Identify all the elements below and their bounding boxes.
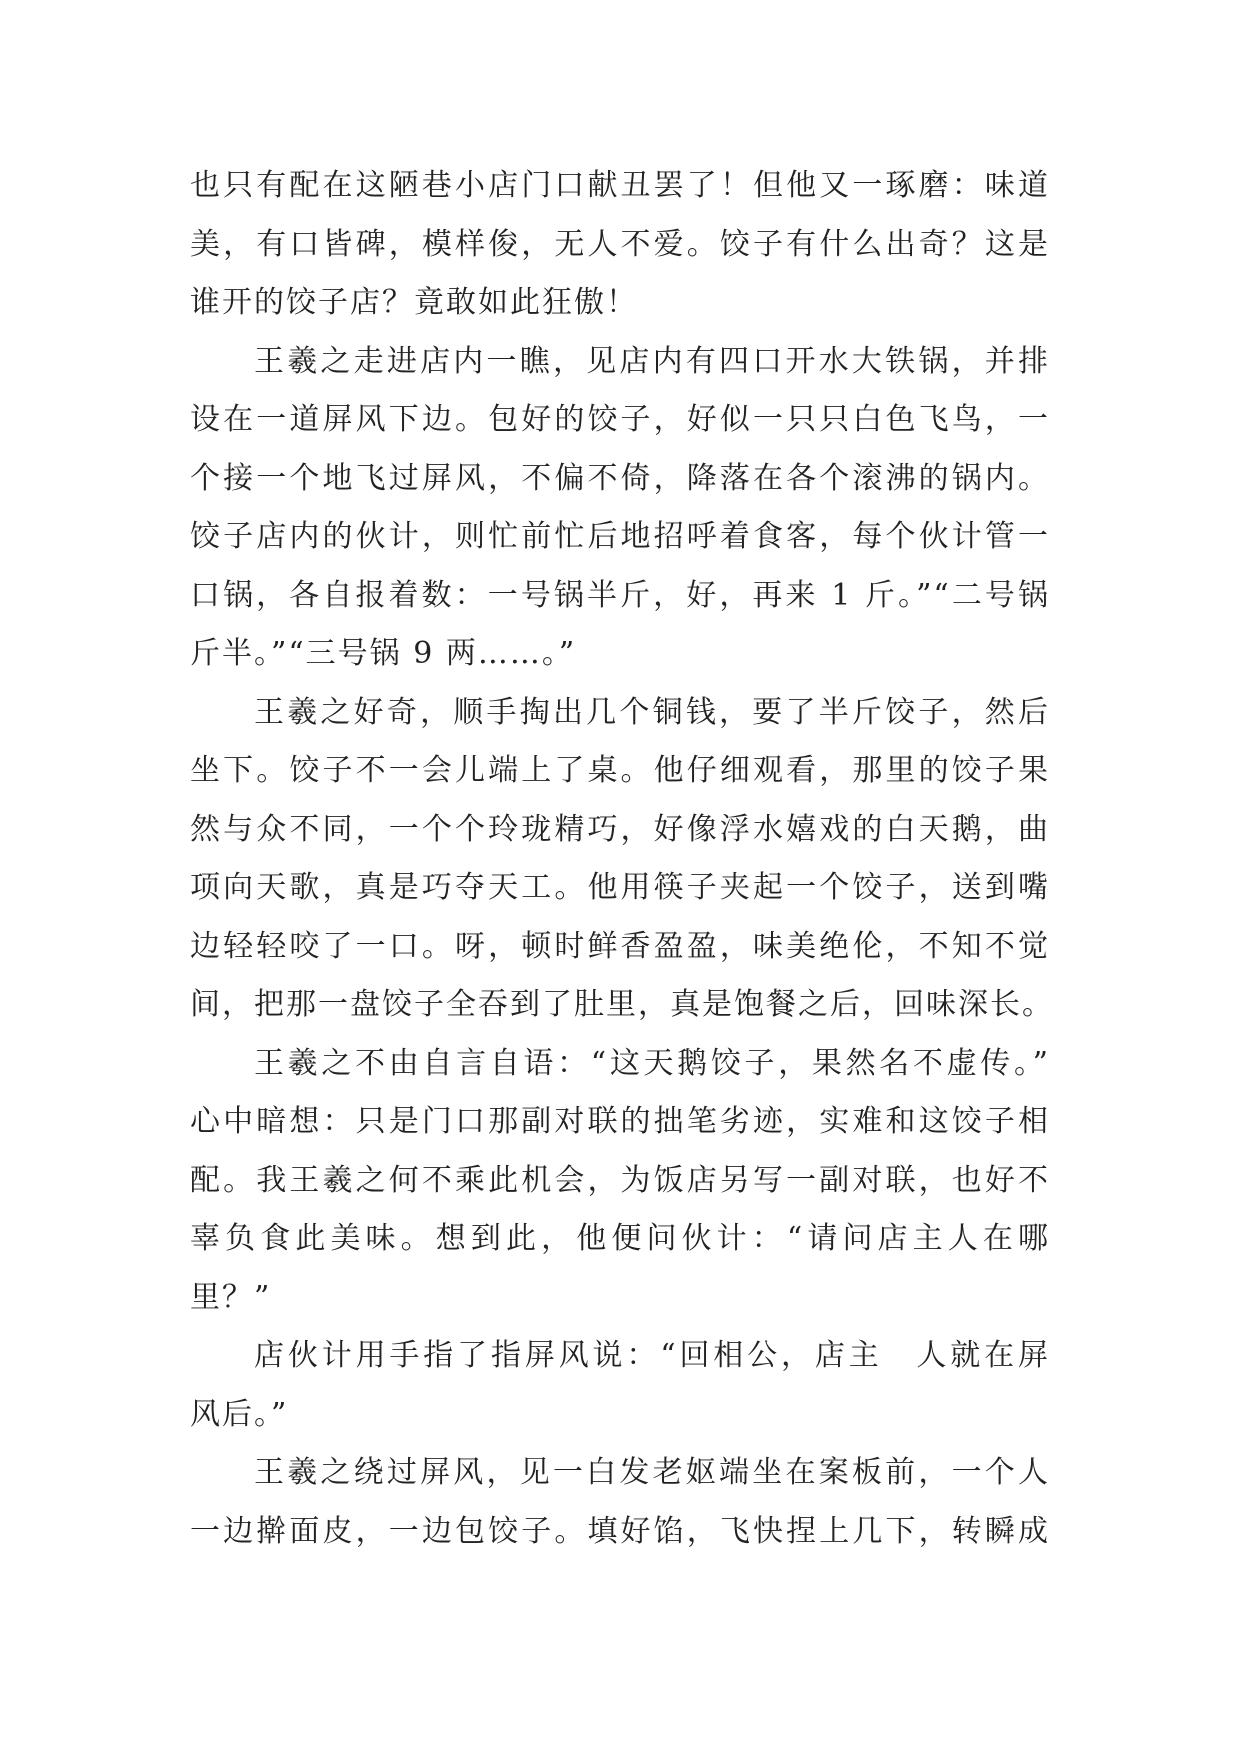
text-line: 个接一个地飞过屏风，不偏不倚，降落在各个滚沸的锅内。 bbox=[190, 460, 1050, 496]
text-line: 项向天歌，真是巧夺天工。他用筷子夹起一个饺子，送到嘴 bbox=[190, 870, 1050, 905]
text-line: 辜负食此美味。想到此，他便问伙计：“请问店主人在哪 bbox=[190, 1221, 1050, 1256]
text-line: 一边擀面皮，一边包饺子。填好馅，飞快捏上几下，转瞬成 bbox=[190, 1513, 1050, 1549]
paragraph-first-line: 王羲之不由自言自语：“这天鹅饺子，果然名不虚传。” bbox=[254, 1045, 1050, 1081]
paragraph-first-line: 王羲之绕过屏风，见一白发老妪端坐在案板前，一个人 bbox=[254, 1455, 1050, 1490]
text-line: 谁开的饺子店？竟敢如此狂傲！ bbox=[190, 285, 638, 320]
body-text bbox=[190, 157, 1054, 1561]
text-line: 坐下。饺子不一会儿端上了桌。他仔细观看，那里的饺子果 bbox=[190, 753, 1050, 788]
paragraph-first-line: 店伙计用手指了指屏风说：“回相公，店主 人就在屏 bbox=[254, 1338, 1050, 1373]
text-line: 里？” bbox=[190, 1279, 272, 1315]
text-line: 斤半。”“三号锅 9 两……。” bbox=[190, 636, 577, 671]
text-line: 风后。” bbox=[190, 1396, 289, 1432]
text-line: 饺子店内的伙计，则忙前忙后地招呼着食客，每个伙计管一 bbox=[190, 519, 1050, 554]
text-line: 间，把那一盘饺子全吞到了肚里，真是饱餐之后，回味深长。 bbox=[190, 987, 1054, 1022]
text-line: 然与众不同，一个个玲珑精巧，好像浮水嬉戏的白天鹅，曲 bbox=[190, 811, 1050, 847]
text-line: 配。我王羲之何不乘此机会，为饭店另写一副对联，也好不 bbox=[190, 1162, 1050, 1198]
text-line: 边轻轻咬了一口。呀，顿时鲜香盈盈，味美绝伦，不知不觉 bbox=[190, 928, 1050, 964]
text-line: 美，有口皆碑，模样俊，无人不爱。饺子有什么出奇？这是 bbox=[190, 226, 1050, 262]
text-line: 口锅，各自报着数：一号锅半斤，好，再来 1 斤。”“二号锅 bbox=[190, 577, 1050, 613]
paragraph-first-line: 王羲之走进店内一瞧，见店内有四口开水大铁锅，并排 bbox=[254, 343, 1050, 379]
paragraph-first-line: 王羲之好奇，顺手掏出几个铜钱，要了半斤饺子，然后 bbox=[254, 694, 1050, 730]
text-line: 心中暗想：只是门口那副对联的拙笔劣迹，实难和这饺子相 bbox=[190, 1104, 1050, 1139]
text-line: 也只有配在这陋巷小店门口献丑罢了！但他又一琢磨：味道 bbox=[190, 168, 1050, 203]
text-line: 设在一道屏风下边。包好的饺子，好似一只只白色飞鸟，一 bbox=[190, 402, 1050, 437]
